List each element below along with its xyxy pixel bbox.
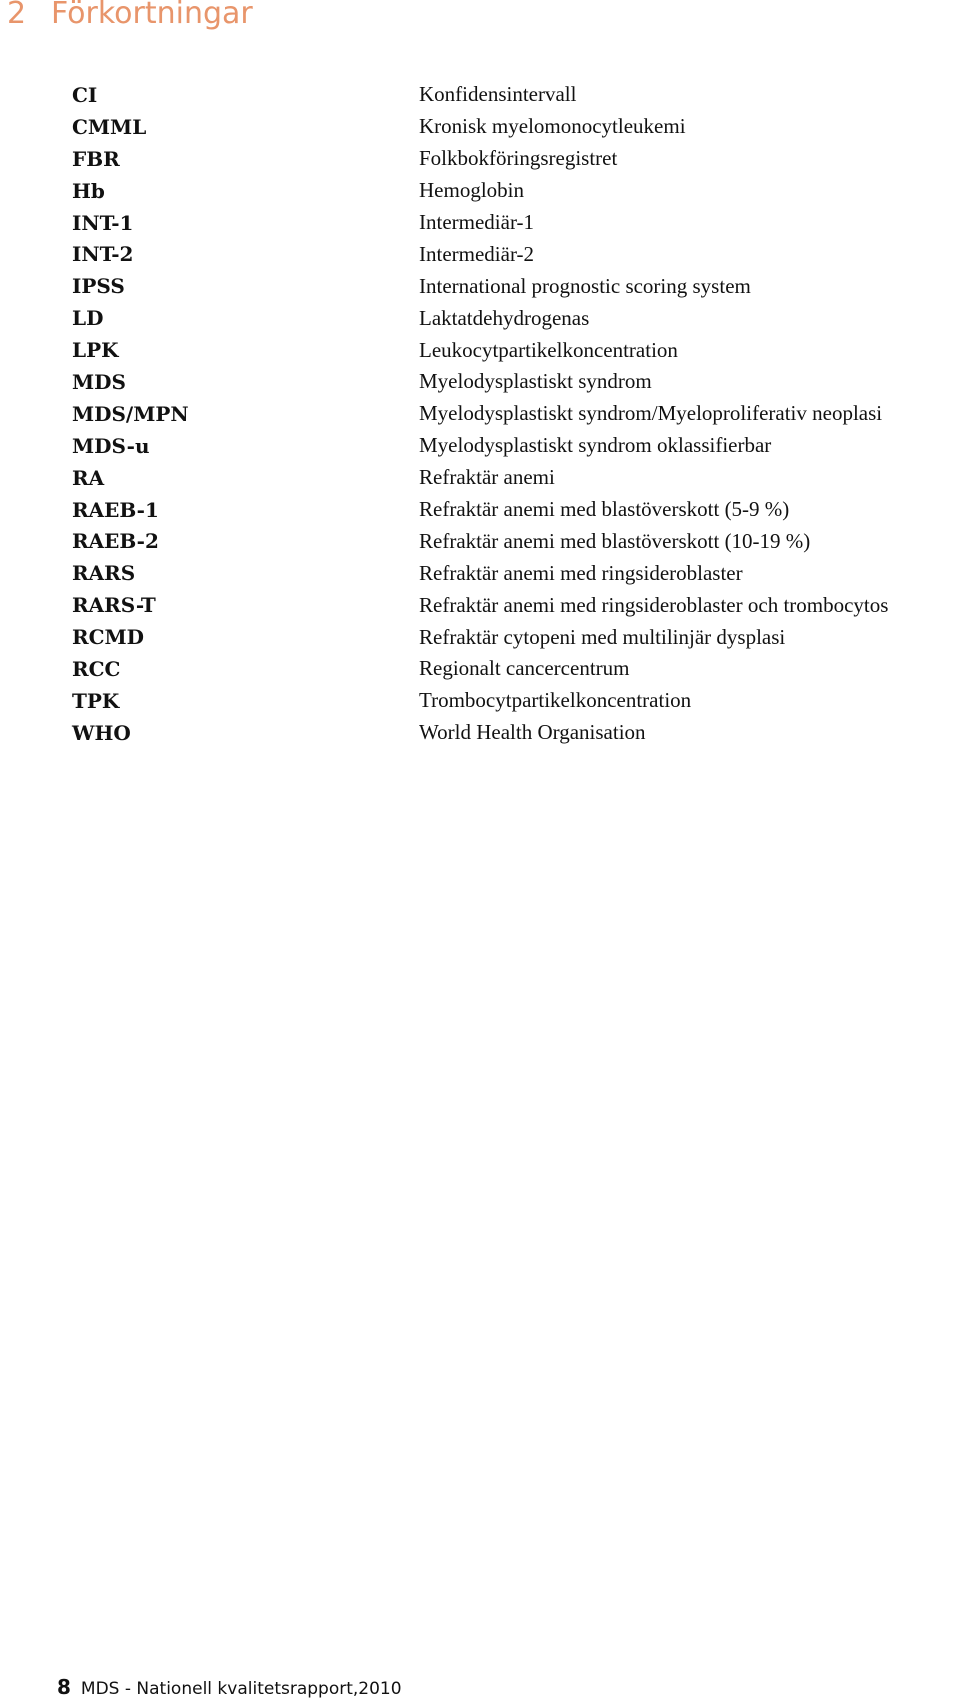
- abbreviation-row: [72, 207, 888, 239]
- abbreviation-definition: Laktatdehydrogenas: [419, 305, 590, 330]
- abbreviation-row: [72, 270, 888, 302]
- abbreviation-term: RCMD: [72, 625, 145, 650]
- abbreviation-term: RA: [72, 465, 105, 490]
- section-title: Förkortningar: [51, 0, 253, 31]
- abbreviation-definition: Trombocytpartikelkoncentration: [419, 688, 692, 713]
- abbreviation-row: [72, 334, 888, 366]
- abbreviation-row: [72, 717, 888, 749]
- abbreviation-row: [72, 589, 888, 621]
- abbreviation-row: [72, 302, 888, 334]
- abbreviation-definition: Refraktär anemi med blastöverskott (10-19 %): [419, 528, 811, 553]
- section-number: 2: [7, 0, 27, 31]
- abbreviation-row: [72, 494, 888, 526]
- abbreviation-definition: Refraktär anemi med ringsideroblaster: [419, 560, 743, 585]
- abbreviation-definition: Intermediär-1: [419, 210, 535, 234]
- abbreviation-definition: Kronisk myelomonocytleukemi: [419, 114, 686, 139]
- abbreviation-definition: Refraktär cytopeni med multilinjär dysplasi: [419, 624, 786, 649]
- abbreviation-row: [72, 398, 888, 430]
- abbreviation-definition: Myelodysplastiskt syndrom oklassifierbar: [419, 433, 772, 458]
- abbreviation-term: RCC: [72, 656, 121, 681]
- abbreviation-term: RAEB-1: [72, 497, 159, 522]
- abbreviation-row: [72, 621, 888, 653]
- abbreviation-definition: Leukocytpartikelkoncentration: [419, 337, 678, 362]
- abbreviation-row: [72, 238, 888, 270]
- abbreviation-definition: Hemoglobin: [419, 178, 524, 203]
- abbreviation-row: [72, 366, 888, 398]
- abbreviation-term: MDS-u: [72, 433, 150, 458]
- abbreviation-term: CI: [72, 82, 98, 107]
- abbreviation-definition: Refraktär anemi med blastöverskott (5-9 %): [419, 497, 790, 522]
- abbreviation-row: [72, 143, 888, 175]
- abbreviation-term: TPK: [72, 688, 120, 713]
- abbreviation-row: [72, 462, 888, 494]
- abbreviation-term: IPSS: [72, 274, 125, 299]
- section-heading: [7, 0, 253, 32]
- abbreviation-row: [72, 653, 888, 685]
- abbreviation-definition: Myelodysplastiskt syndrom: [419, 369, 652, 394]
- abbreviation-row: [72, 430, 888, 462]
- abbreviation-row: [72, 557, 888, 589]
- abbreviation-term: RAEB-2: [72, 529, 159, 554]
- abbreviation-term: INT-2: [72, 242, 134, 267]
- abbreviation-term: FBR: [72, 146, 120, 171]
- abbreviation-row: [72, 79, 888, 111]
- abbreviation-term: CMML: [72, 114, 147, 139]
- abbreviation-row: [72, 111, 888, 143]
- abbreviation-row: [72, 175, 888, 207]
- abbreviation-row: [72, 685, 888, 717]
- abbreviation-row: [72, 525, 888, 557]
- footer-document-title: MDS - Nationell kvalitetsrapport,2010: [80, 1679, 402, 1699]
- abbreviation-term: MDS/MPN: [72, 401, 189, 426]
- abbreviation-definition: Refraktär anemi: [419, 465, 555, 490]
- page-number: 8: [57, 1675, 71, 1699]
- abbreviation-definition: World Health Organisation: [419, 720, 646, 745]
- abbreviation-term: WHO: [72, 720, 131, 745]
- page-footer: [57, 1675, 402, 1699]
- abbreviation-term: RARS-T: [72, 593, 156, 618]
- abbreviation-list: [72, 79, 888, 749]
- abbreviation-definition: Intermediär-2: [419, 241, 535, 266]
- abbreviation-term: MDS: [72, 369, 126, 394]
- abbreviation-definition: Regionalt cancercentrum: [419, 656, 630, 681]
- abbreviation-definition: Folkbokföringsregistret: [419, 146, 618, 171]
- abbreviation-definition: Myelodysplastiskt syndrom/Myeloproliferativ neoplasi: [419, 401, 883, 426]
- abbreviation-term: RARS: [72, 561, 136, 586]
- abbreviation-definition: International prognostic scoring system: [419, 273, 751, 298]
- abbreviation-term: Hb: [72, 178, 105, 203]
- abbreviation-definition: Refraktär anemi med ringsideroblaster och trombocytos: [419, 592, 889, 617]
- abbreviation-term: INT-1: [72, 210, 134, 235]
- abbreviation-term: LD: [72, 306, 104, 331]
- abbreviation-term: LPK: [72, 338, 119, 363]
- abbreviation-definition: Konfidensintervall: [419, 82, 577, 107]
